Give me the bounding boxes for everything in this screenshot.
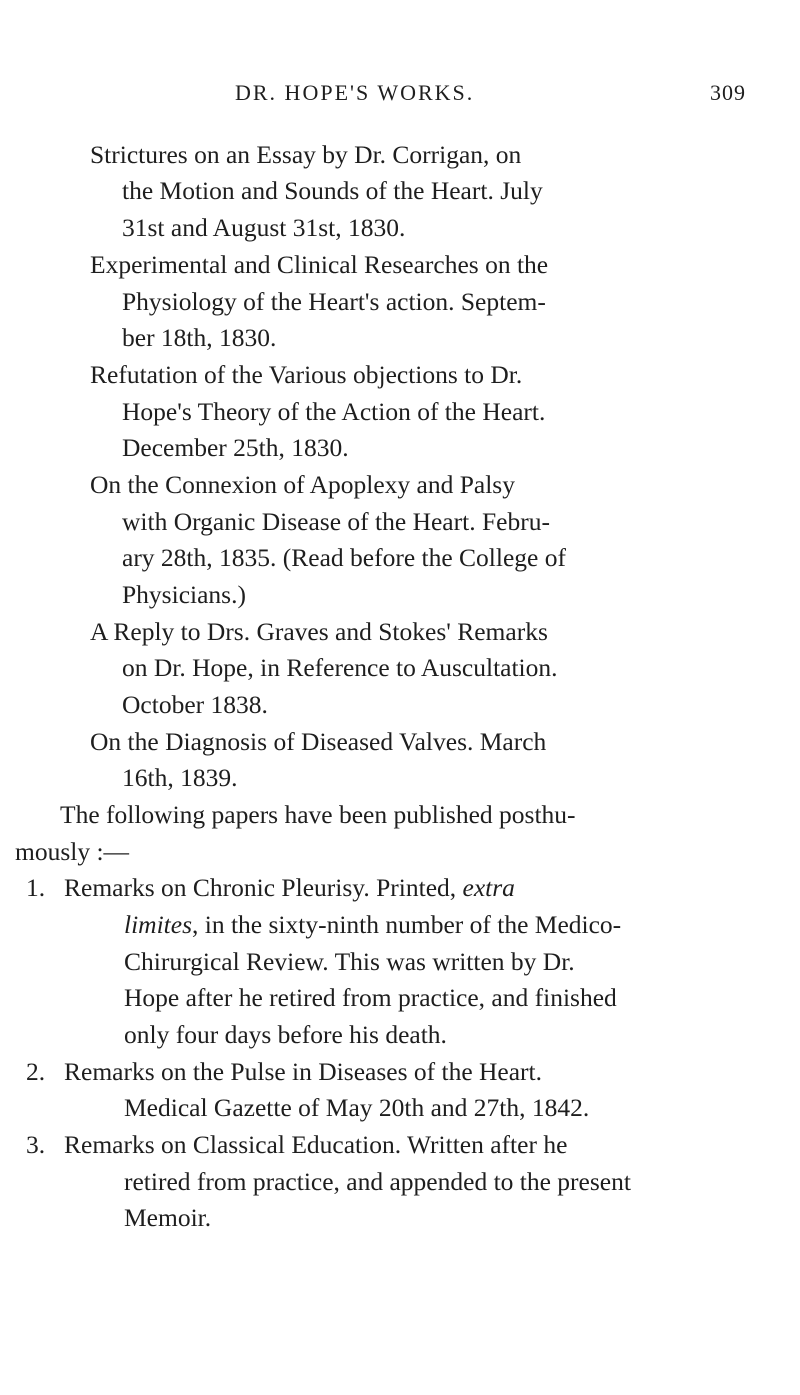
entry-line: October 1838.	[122, 690, 268, 719]
intro-line: The following papers have been published posthu-	[60, 800, 576, 829]
entry-line: Physicians.)	[122, 580, 246, 609]
entry-line: Experimental and Clinical Researches on the	[90, 250, 549, 279]
entry-line: Hope's Theory of the Action of the Heart.	[122, 397, 546, 426]
entry-line: A Reply to Drs. Graves and Stokes' Remarks	[90, 617, 548, 646]
entry-line: On the Connexion of Apoplexy and Palsy	[90, 470, 515, 499]
item-text-part: Remarks on Chronic Pleurisy. Printed,	[64, 873, 463, 902]
item-line: only four days before his death.	[124, 1020, 447, 1049]
item-line: Memoir.	[124, 1203, 212, 1232]
item-number: 1.	[26, 873, 46, 902]
entry-line: On the Diagnosis of Diseased Valves. March	[90, 727, 547, 756]
entry-line: on Dr. Hope, in Reference to Auscultation.	[122, 653, 558, 682]
item-text: Remarks on Classical Education. Written after he	[64, 1130, 568, 1159]
item-number: 2.	[26, 1057, 46, 1086]
italic-text: extra	[462, 873, 515, 902]
intro-line: mously :—	[15, 837, 130, 866]
italic-text: limites	[124, 910, 192, 939]
entry-line: 16th, 1839.	[122, 763, 238, 792]
entry-line: Strictures on an Essay by Dr. Corrigan, on	[90, 140, 522, 169]
running-header	[0, 80, 800, 110]
entry-line: the Motion and Sounds of the Heart. July	[122, 176, 543, 205]
item-line: Chirurgical Review. This was written by Dr.	[124, 947, 575, 976]
entry-line: ber 18th, 1830.	[122, 323, 277, 352]
item-text-part: , in the sixty-ninth number of the Medico-	[192, 910, 622, 939]
entry-line: Physiology of the Heart's action. Septem-	[122, 287, 546, 316]
item-line: Hope after he retired from practice, and finished	[124, 983, 617, 1012]
item-number: 3.	[26, 1130, 46, 1159]
item-line	[124, 907, 621, 943]
running-title: DR. HOPE'S WORKS.	[235, 80, 475, 105]
entry-line: ary 28th, 1835. (Read before the College of	[122, 543, 566, 572]
item-text: Remarks on the Pulse in Diseases of the Heart.	[64, 1057, 543, 1086]
entry-line: December 25th, 1830.	[122, 433, 349, 462]
page-number: 309	[710, 80, 746, 105]
entry-line: 31st and August 31st, 1830.	[122, 213, 406, 242]
item-line: Medical Gazette of May 20th and 27th, 1842.	[124, 1093, 590, 1122]
entry-line: with Organic Disease of the Heart. Febru-	[122, 507, 550, 536]
item-text	[64, 870, 515, 906]
item-line: retired from practice, and appended to the present	[124, 1167, 631, 1196]
entry-line: Refutation of the Various objections to Dr.	[90, 360, 523, 389]
